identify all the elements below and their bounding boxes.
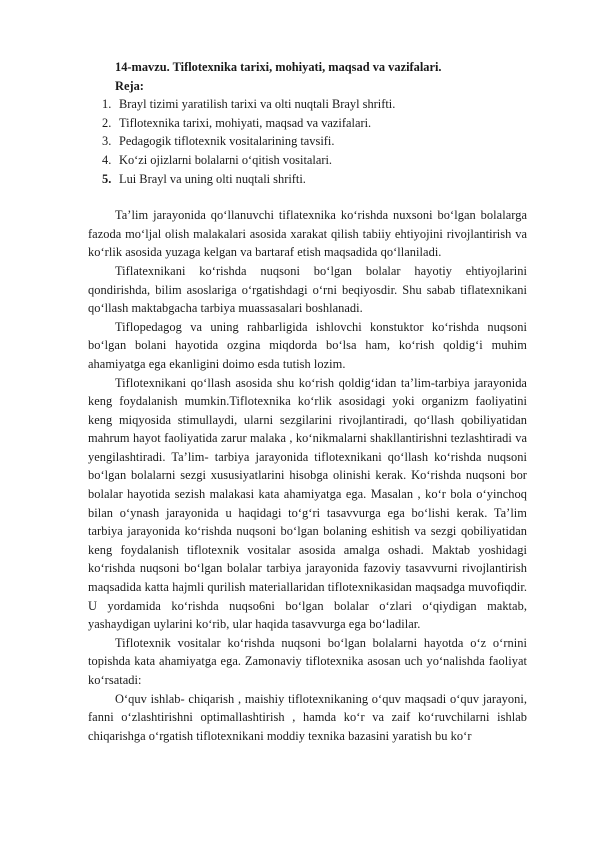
body-paragraph: Tiflopedagog va uning rahbarligida ishlovchi konstuktor ko‘rishda nuqsoni bo‘lgan bolani hayotida ozgina miqdorda bo‘lsa ham, ko‘rish qoldig‘i muhim ahamiyatga ega ekanligini doimo esda tutish lozim. (88, 319, 527, 371)
plan-item-text: Ko‘zi ojizlarni bolalarni o‘qitish vositalari. (119, 152, 332, 167)
body-paragraph: O‘quv ishlab- chiqarish , maishiy tiflotexnikaning o‘quv maqsadi o‘quv jarayoni, fanni o‘zlashtirishni optimallashtirish , hamda ko‘r va zaif ko‘ruvchilarni ishlab chiqarishga o‘rgatish tiflotexnikani moddiy texnika bazasini yaratish bu ko‘r (88, 691, 527, 743)
body-paragraph: Tiflotexnikani qo‘llash asosida shu ko‘rish qoldig‘idan ta’lim-tarbiya jarayonida keng foydalanish mumkin.Tiflotexnika ko‘rlik asosidagi yoki organizm faoliyatini keng miqyosida stimullaydi, ularni sezgilarini rivojlantiradi, qo‘llash qobiliyatidan mahrum hayot faoliyatida zarur malaka , ko‘nikmalarni shakllantirishni tezlashtiradi va yengilashtiradi. Ta’lim- tarbiya jarayonida tiflotexnikani qo‘llash ko‘rishda nuqsoni bo‘lgan bolalarni sezgi xususiyatlarini hisobga olinishi kerak. Ko‘rishda nuqsoni bor bolalar hayotida sezish malakasi kata ahamiyatga ega. Masalan , ko‘r bola o‘yinchoq bilan o‘ynash jarayonida u haqidagi to‘g‘ri tasavvurga ega bo‘lishi kerak. Ta’lim tarbiya jarayonida ko‘rishda nuqsoni bo‘lgan bolaning eshitish va sezgi qobiliyatidan keng foydalanish tiflotexnik vositalar asosida amalga oshadi. Maktab yoshidagi ko‘rishda nuqsoni bo‘lgan bolalar tarbiya jarayonida fazoviy tasavvurni rivojlantirish maqsadida katta hajmli qurilish materiallaridan tiflotexnikasidan maqsadga muvofiqdir. U yordamida ko‘rishda nuqso6ni bo‘lgan bolalar o‘zlari o‘qiydigan maktab, yashaydigan uylarini ko‘rib, ular haqida tasavvurga ega bo‘ladilar. (88, 375, 527, 632)
plan-item (88, 170, 527, 189)
document-page (88, 58, 527, 745)
body-paragraph: Tiflatexnikani ko‘rishda nuqsoni bo‘lgan bolalar hayotiy ehtiyojlarini qondirishda, bilim asoslariga o‘rgatishdagi o‘rni beqiyosdir. Shu sabab tiflatexnikani qo‘llash maktabgacha tarbiya muassasalari boshlanadi. (88, 263, 527, 316)
plan-heading: Reja: (115, 78, 144, 93)
plan-item (88, 95, 527, 114)
plan-item-text: Tiflotexnika tarixi, mohiyati, maqsad va vazifalari. (119, 115, 372, 130)
plan-item-number: 1. (102, 97, 112, 112)
plan-item (88, 151, 527, 170)
plan-item-text: Brayl tizimi yaratilish tarixi va olti nuqtali Brayl shrifti. (119, 97, 396, 112)
plan-item-number: 5. (102, 171, 112, 186)
plan-item-number: 4. (102, 152, 112, 167)
plan-item-number: 3. (102, 134, 112, 149)
plan-item (88, 132, 527, 151)
plan-list (88, 95, 527, 188)
plan-item-text: Lui Brayl va uning olti nuqtali shrifti. (119, 171, 306, 186)
body-paragraph: Tiflotexnik vositalar ko‘rishda nuqsoni bo‘lgan bolalarni hayotda o‘z o‘rnini topishda kata ahamiyatga ega. Zamonaviy tiflotexnika asosan uch yo‘nalishda faoliyat ko‘rsatadi: (88, 635, 527, 687)
body-paragraph: Ta’lim jarayonida qo‘llanuvchi tiflatexnika ko‘rishda nuxsoni bo‘lgan bolalarga fazoda mo‘ljal olish malakalari asosida xarakat qilish tabiiy ehtiyojini rivojlantirish va ko‘rlik asosida yuzaga kelgan va bartaraf etish maqsadida qo‘llaniladi. (88, 208, 527, 260)
document-title: 14-mavzu. Tiflotexnika tarixi, mohiyati, maqsad va vazifalari. (115, 60, 442, 74)
plan-item-number: 2. (102, 115, 112, 130)
plan-item (88, 114, 527, 133)
plan-item-text: Pedagogik tiflotexnik vositalarining tavsifi. (119, 134, 335, 149)
section-spacer (88, 188, 527, 206)
